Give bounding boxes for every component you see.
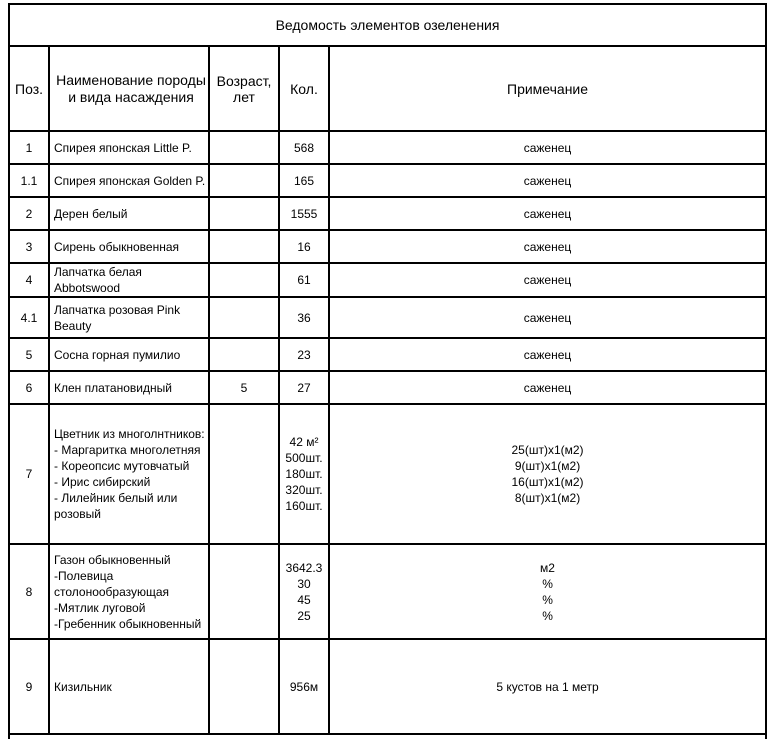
cell-pos: 3 <box>9 230 49 263</box>
greening-elements-sheet <box>8 3 765 738</box>
cell-qty-line: 568 <box>293 140 315 155</box>
cell-qty <box>279 338 329 371</box>
header-note: Примечание <box>329 46 766 131</box>
cell-qty <box>279 639 329 734</box>
cell-note <box>329 197 766 230</box>
cell-note-line: 9(шт)х1(м2) <box>514 459 581 473</box>
cell-qty <box>279 164 329 197</box>
cell-name-line: Лапчатка белая Abbotswood <box>54 265 142 295</box>
cell-age <box>209 404 279 544</box>
cell-name-line: Лапчатка розовая Pink <box>54 302 181 317</box>
cell-pos: 4.1 <box>9 297 49 338</box>
cell-note <box>329 639 766 734</box>
cell-qty-line: 180шт. <box>285 467 323 481</box>
greening-table <box>8 3 767 739</box>
header-row <box>9 46 766 131</box>
cell-name <box>49 338 209 371</box>
header-name <box>49 46 209 131</box>
cell-name-line: -Мятлик луговой <box>54 600 146 615</box>
cell-name <box>49 263 209 297</box>
cell-name <box>49 544 209 639</box>
cell-qty-line: 30 <box>297 576 311 591</box>
cell-qty-line: 42 м² <box>289 435 319 449</box>
cell-name <box>49 164 209 197</box>
cell-qty <box>279 404 329 544</box>
cell-name-line: Сосна горная пумилио <box>54 347 181 362</box>
footer-edge-cell <box>9 734 766 739</box>
cell-name-line: Цветник из многолнтников: <box>54 427 205 441</box>
cell-name-line: Спирея японская Little P. <box>54 140 192 155</box>
cell-note <box>329 404 766 544</box>
header-name-line: и вида насаждения <box>68 88 194 105</box>
cell-note-line: % <box>542 608 553 623</box>
cell-qty-line: 16 <box>297 239 311 254</box>
cell-name-line: Сирень обыкновенная <box>54 239 179 254</box>
cell-qty-line: 160шт. <box>285 499 323 513</box>
table-row <box>9 164 766 197</box>
cell-age <box>209 197 279 230</box>
cell-note-line: 8(шт)х1(м2) <box>514 491 581 505</box>
header-age-line: Возраст, <box>216 72 272 89</box>
cell-note-line: 25(шт)х1(м2) <box>511 443 584 457</box>
cell-age <box>209 131 279 164</box>
table-row <box>9 197 766 230</box>
cell-name-line: - Маргаритка многолетняя <box>54 443 201 457</box>
cell-note-line: 16(шт)х1(м2) <box>511 475 584 489</box>
header-name-line: Наименование породы <box>56 71 206 88</box>
cell-name <box>49 297 209 338</box>
cell-note <box>329 230 766 263</box>
cell-name-line: Дерен белый <box>54 206 128 221</box>
cell-name <box>49 371 209 404</box>
cell-age: 5 <box>209 371 279 404</box>
cell-note-line: % <box>542 592 553 607</box>
cell-name-line: -Полевица <box>54 568 114 583</box>
table-row <box>9 639 766 734</box>
cell-pos: 7 <box>9 404 49 544</box>
cell-name-line: Кизильник <box>54 679 112 694</box>
cell-note-line: м2 <box>540 560 555 575</box>
cell-age <box>209 164 279 197</box>
cell-name-line: -Гребенник обыкновенный <box>54 616 202 631</box>
cell-note <box>329 263 766 297</box>
cell-pos: 2 <box>9 197 49 230</box>
table-row <box>9 297 766 338</box>
cell-age <box>209 230 279 263</box>
cell-note-line: 5 кустов на 1 метр <box>496 679 599 694</box>
cell-age <box>209 338 279 371</box>
cell-qty-line: 61 <box>297 273 311 287</box>
cell-name-line: - Кореопсис мутовчатый <box>54 459 190 473</box>
table-row <box>9 371 766 404</box>
cell-age <box>209 639 279 734</box>
cell-age <box>209 544 279 639</box>
header-age-line: лет <box>233 88 255 105</box>
cell-note <box>329 338 766 371</box>
cell-qty-line: 3642.3 <box>285 560 323 575</box>
cell-qty-line: 36 <box>297 310 311 325</box>
cell-note <box>329 544 766 639</box>
cell-note-line: саженец <box>523 239 572 254</box>
cell-qty-line: 165 <box>293 173 315 188</box>
cell-note-line: % <box>542 576 553 591</box>
cell-note-line: саженец <box>523 140 572 155</box>
cell-note-line: саженец <box>523 347 572 362</box>
cell-qty-line: 23 <box>297 347 311 362</box>
cell-note-line: саженец <box>523 310 572 325</box>
cell-name-line: Спирея японская Golden P. <box>54 173 206 188</box>
cell-pos: 6 <box>9 371 49 404</box>
cell-note <box>329 297 766 338</box>
cell-pos: 1.1 <box>9 164 49 197</box>
cell-name <box>49 131 209 164</box>
cell-name-line: Клен платановидный <box>54 380 172 395</box>
cell-name-line: - Ирис сибирский <box>54 475 151 489</box>
cell-qty <box>279 297 329 338</box>
cell-pos: 9 <box>9 639 49 734</box>
cell-qty <box>279 131 329 164</box>
table-footer-edge <box>9 734 766 739</box>
cell-qty-line: 1555 <box>290 206 318 221</box>
cell-note-line: саженец <box>523 380 572 395</box>
cell-qty <box>279 230 329 263</box>
cell-name-line: Beauty <box>54 318 92 333</box>
cell-qty-line: 25 <box>297 608 311 623</box>
header-pos: Поз. <box>9 46 49 131</box>
cell-qty <box>279 197 329 230</box>
cell-name <box>49 404 209 544</box>
header-age <box>209 46 279 131</box>
table-row <box>9 263 766 297</box>
cell-note-line: саженец <box>523 273 572 287</box>
cell-note-line: саженец <box>523 206 572 221</box>
cell-note <box>329 371 766 404</box>
table-row <box>9 404 766 544</box>
cell-qty-line: 45 <box>297 592 311 607</box>
cell-qty <box>279 371 329 404</box>
table-row <box>9 230 766 263</box>
cell-note <box>329 164 766 197</box>
cell-pos: 4 <box>9 263 49 297</box>
cell-name-line: Газон обыкновенный <box>54 552 171 567</box>
cell-age <box>209 263 279 297</box>
cell-qty <box>279 544 329 639</box>
cell-pos: 1 <box>9 131 49 164</box>
cell-name-line: столонообразующая <box>54 584 170 599</box>
cell-qty-line: 320шт. <box>285 483 323 497</box>
cell-name <box>49 230 209 263</box>
table-title: Ведомость элементов озеленения <box>9 4 766 46</box>
cell-note <box>329 131 766 164</box>
table-row <box>9 544 766 639</box>
cell-name <box>49 639 209 734</box>
cell-name <box>49 197 209 230</box>
header-qty: Кол. <box>279 46 329 131</box>
table-row <box>9 338 766 371</box>
cell-name-line: розовый <box>54 507 101 521</box>
cell-qty <box>279 263 329 297</box>
cell-qty-line: 956м <box>289 679 319 694</box>
cell-pos: 5 <box>9 338 49 371</box>
cell-pos: 8 <box>9 544 49 639</box>
cell-age <box>209 297 279 338</box>
cell-note-line: саженец <box>523 173 572 188</box>
cell-qty-line: 27 <box>297 380 311 395</box>
cell-qty-line: 500шт. <box>285 451 323 465</box>
cell-name-line: - Лилейник белый или <box>54 491 178 505</box>
table-row <box>9 131 766 164</box>
